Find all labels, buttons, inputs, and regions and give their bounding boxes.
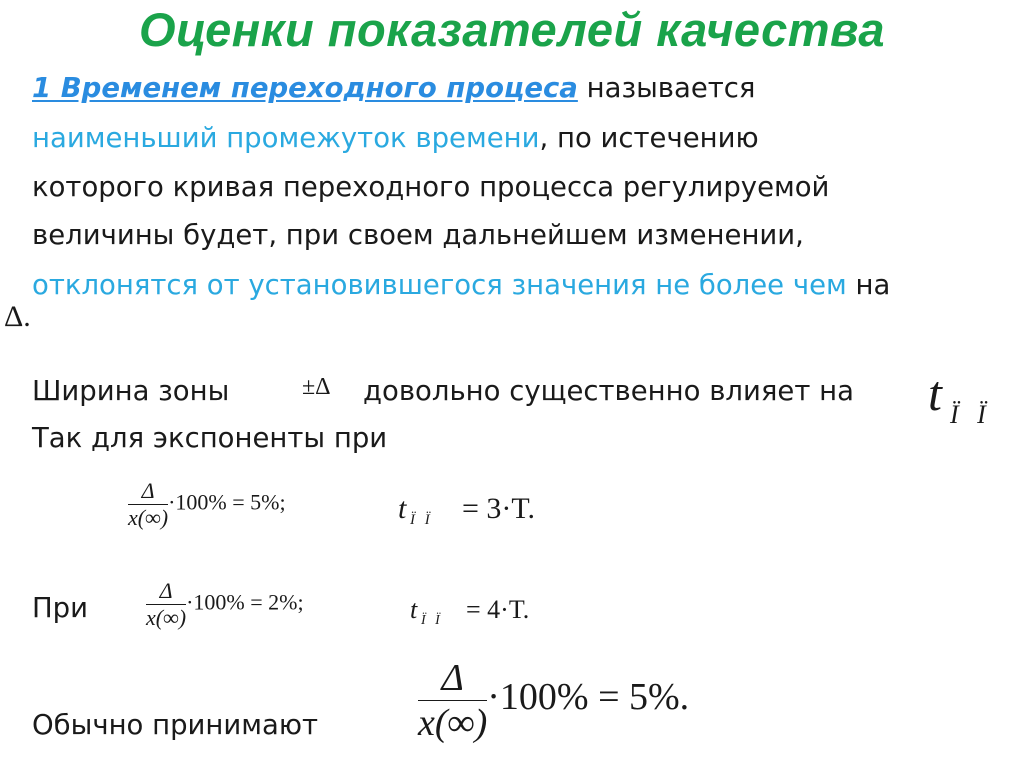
formula-2-rhs: ·100% = 2%; (186, 589, 304, 615)
definition-line-4: величины будет, при своем дальнейшем изменении, (32, 219, 804, 251)
formula-3 (418, 656, 689, 745)
formula-2 (146, 578, 304, 631)
zone-t-symbol: t (928, 365, 942, 421)
formula-1-numerator: Δ (141, 478, 155, 503)
zone-text-2: довольно существенно влияет на (363, 375, 854, 407)
definition-line-5 (32, 260, 890, 310)
zone-pm-delta: ±Δ (302, 374, 331, 400)
formula-1-denominator: x(∞) (128, 505, 169, 530)
zone-text-1: Ширина зоны (32, 375, 230, 407)
formula-2-result: = 4·T. (466, 595, 530, 624)
formula-3-fraction (418, 656, 487, 745)
formula-2-numerator: Δ (159, 578, 173, 603)
definition-l1-rest: называется (577, 72, 756, 104)
delta-symbol-line: Δ. (4, 300, 31, 333)
exponent-line: Так для экспоненты при (32, 422, 388, 454)
definition-line-1 (32, 63, 755, 113)
slide-title: Оценки показателей качества (139, 3, 885, 56)
formula-2-fraction (146, 578, 186, 631)
formula-3-numerator: Δ (441, 657, 464, 699)
formula-2-t-sub: Ï Ï (421, 613, 443, 628)
formula-3-denominator: x(∞) (418, 702, 488, 744)
zone-t-subscript: Ï Ï (950, 400, 992, 429)
definition-l2-rest: , по истечению (539, 122, 759, 154)
formula-1-t: t (398, 492, 407, 525)
formula-1-t-sub: Ï Ï (410, 512, 433, 528)
formula-1-rhs: ·100% = 5%; (168, 489, 286, 515)
formula-2-t: t (410, 595, 418, 624)
definition-line-2 (32, 113, 759, 163)
definition-term: 1 Временем переходного процеса (32, 72, 578, 104)
definition-l5-highlight: отклонятся от установившегося значения не более чем (32, 269, 847, 301)
formula-3-label: Обычно принимают (32, 709, 319, 741)
formula-2-label: При (32, 592, 89, 624)
formula-2-denominator: x(∞) (146, 605, 187, 630)
definition-l5-rest: на (846, 269, 891, 301)
definition-l2-highlight: наименьший промежуток времени (32, 122, 540, 154)
formula-1-fraction (128, 478, 168, 531)
definition-line-3: которого кривая переходного процесса регулируемой (32, 171, 830, 203)
formula-3-rhs: ·100% = 5%. (487, 676, 690, 719)
formula-1 (128, 478, 286, 531)
formula-1-result: = 3·T. (462, 492, 536, 525)
